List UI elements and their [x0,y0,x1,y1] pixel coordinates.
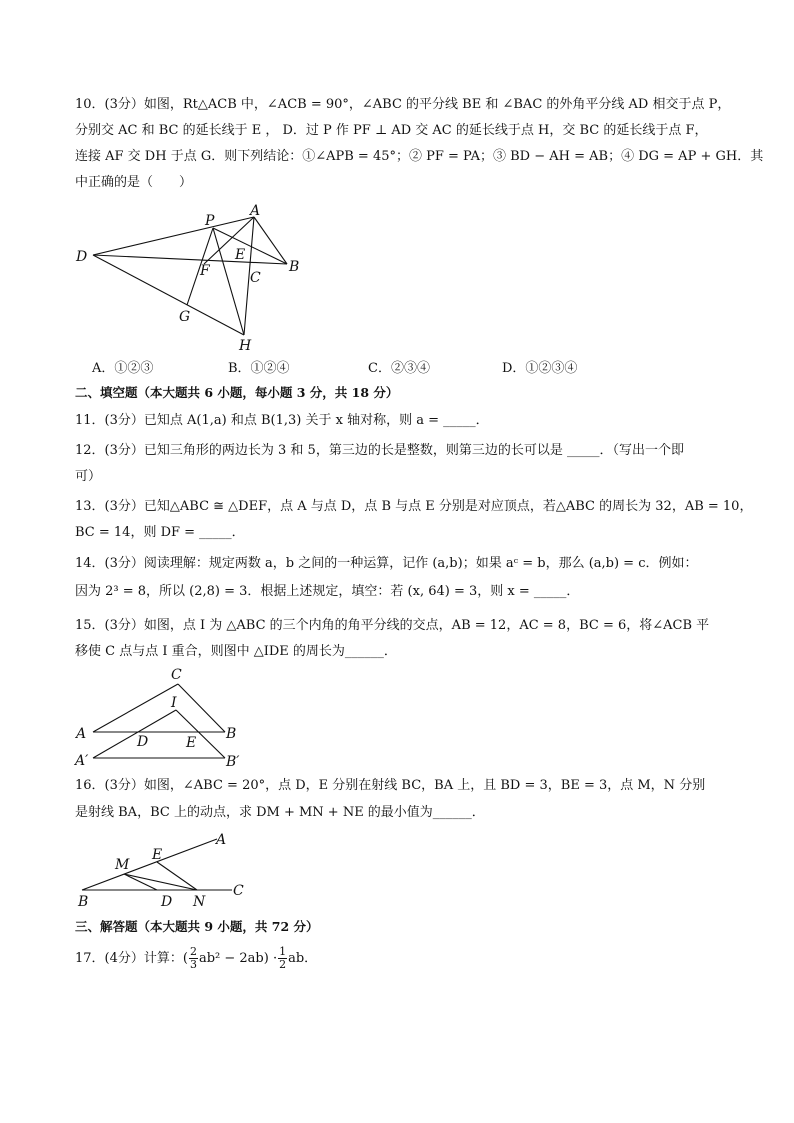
q15-label-I: I [171,695,177,711]
q11-text: 11．(3分）已知点 A(1,a) 和点 B(1,3) 关于 x 轴对称，则 a = _____． [75,413,489,428]
q16-figure [72,828,272,908]
q15-line-1: 15．(3分）如图，点 I 为 △ABC 的三个内角的角平分线的交点，AB = 12，AC = 8，BC = 6，将∠ACB 平 [75,618,710,633]
q10-label-C: C [250,270,261,286]
q16-label-M: M [115,857,130,873]
q10-label-P: P [205,213,215,229]
q17-fraction-1-denominator: 3 [189,958,197,971]
q14-line-1: 14．(3分）阅读理解：规定两数 a，b 之间的一种运算，记作 (a,b)；如果 aᶜ = b，那么 (a,b) = c．例如： [75,556,698,571]
q10-line-2: 分别交 AC 和 BC 的延长线于 E ， D．过 P 作 PF ⊥ AD 交 AC 的延长线于点 H，交 BC 的延长线于点 F， [75,123,708,138]
q16-label-C: C [233,883,244,899]
q15-label-A: A [76,726,87,742]
q10-line-3: 连接 AF 交 DH 于点 G．则下列结论：①∠APB = 45°；② PF = PA；③ BD − AH = AB；④ DG = AP + GH．其 [75,149,764,164]
q17-text [75,944,317,974]
q15-label-C: C [171,667,182,683]
q15-label-B-prime: B′ [226,754,240,770]
q12-line-1: 12．(3分）已知三角形的两边长为 3 和 5，第三边的长是整数，则第三边的长可以是 _____．（写出一个即 [75,443,684,458]
q10-option-b: B．①②④ [228,361,290,376]
q10-option-a: A．①②③ [92,361,154,376]
q17-fraction-2 [278,946,287,971]
q10-label-H: H [239,338,252,352]
q17-fraction-2-numerator: 1 [279,945,287,958]
q10-option-d: D．①②③④ [502,361,578,376]
q16-line-1: 16．(3分）如图，∠ABC = 20°，点 D，E 分别在射线 BC，BA 上，且 BD = 3，BE = 3，点 M，N 分别 [75,778,706,793]
q10-label-D: D [76,249,88,265]
q16-line-2: 是射线 BA，BC 上的动点，求 DM + MN + NE 的最小值为______． [75,805,485,820]
q17-fraction-1-numerator: 2 [189,945,197,958]
q15-label-D: D [137,734,149,750]
q16-label-A: A [216,832,227,848]
q17-fraction-2-denominator: 2 [279,958,287,971]
q16-label-E: E [152,847,163,863]
q15-label-A-prime: A′ [75,753,89,769]
q17-fraction-1 [189,946,198,971]
q10-figure [72,202,332,352]
q12-line-2: 可） [75,469,102,484]
q10-line-4: 中正确的是（ ） [75,175,193,190]
q17-middle: ab² − 2ab) · [198,951,278,966]
q17-suffix: ab． [288,951,318,966]
q10-label-E: E [235,247,246,263]
q10-label-F: F [200,263,210,279]
q10-label-B: B [289,259,300,275]
q16-label-D: D [161,894,173,908]
q13-line-2: BC = 14，则 DF = _____． [75,525,245,540]
section-3-heading: 三、解答题（本大题共 9 小题，共 72 分） [75,919,319,934]
q15-label-B: B [226,726,237,742]
q13-line-1: 13．(3分）已知△ABC ≅ △DEF，点 A 与点 D，点 B 与点 E 分别是对应顶点，若△ABC 的周长为 32，AB = 10， [75,499,753,514]
q17-prefix: 17．(4分）计算：( [75,951,188,966]
section-2-heading: 二、填空题（本大题共 6 小题，每小题 3 分，共 18 分） [75,385,399,400]
q10-option-c: C．②③④ [368,361,430,376]
q10-line-1: 10．(3分）如图，Rt△ACB 中，∠ACB = 90°，∠ABC 的平分线 BE 和 ∠BAC 的外角平分线 AD 相交于点 P， [75,97,731,112]
q15-label-E: E [186,735,197,751]
q16-label-B: B [78,894,89,908]
q15-figure [72,664,262,774]
q15-line-2: 移使 C 点与点 I 重合，则图中 △IDE 的周长为______． [75,644,397,659]
q16-label-N: N [193,894,206,908]
q10-label-A: A [250,203,261,219]
q14-line-2: 因为 2³ = 8，所以 (2,8) = 3．根据上述规定，填空：若 (x, 64) = 3，则 x = _____． [75,584,580,599]
q10-label-G: G [179,309,191,325]
